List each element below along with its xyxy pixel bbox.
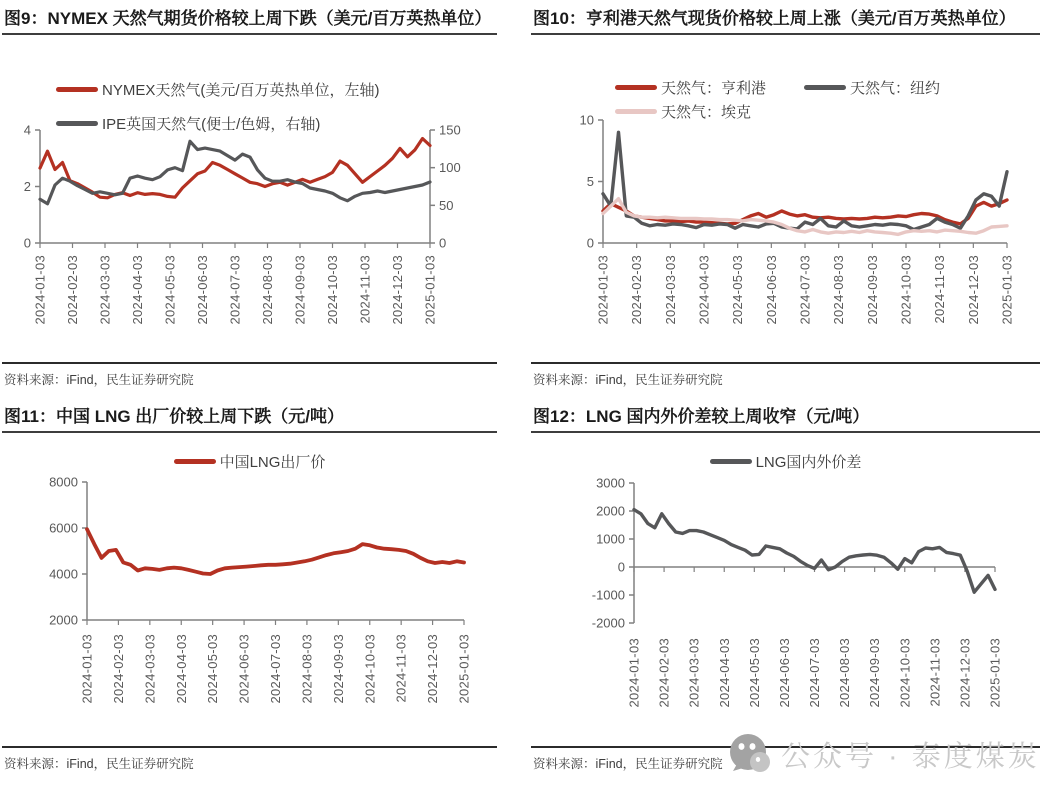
svg-text:2024-01-03: 2024-01-03 (626, 638, 642, 708)
svg-text:2024-02-03: 2024-02-03 (629, 255, 645, 325)
legend-series-label: 中国LNG出厂价 (219, 453, 326, 471)
line-chart-canvas (2, 468, 497, 744)
legend-item (56, 78, 380, 100)
source-note: 资料来源：iFind，民生证券研究院 (2, 362, 497, 388)
legend-line-swatch (710, 459, 752, 464)
svg-text:2024-07-03: 2024-07-03 (797, 255, 813, 325)
svg-text:2024-08-03: 2024-08-03 (299, 634, 315, 704)
svg-text:2024-02-03: 2024-02-03 (65, 255, 80, 325)
legend-line-swatch (615, 85, 657, 90)
legend-line-swatch (56, 87, 98, 92)
legend-item (804, 76, 940, 98)
chart-legend (2, 450, 497, 472)
svg-text:4000: 4000 (49, 566, 78, 582)
legend-series-label: 天然气：纽约 (850, 79, 941, 97)
svg-text:2024-09-03: 2024-09-03 (330, 634, 346, 704)
svg-text:2024-09-03: 2024-09-03 (864, 255, 880, 325)
svg-text:2024-01-03: 2024-01-03 (32, 255, 48, 325)
svg-text:2025-01-03: 2025-01-03 (456, 634, 472, 704)
svg-text:3000: 3000 (596, 475, 625, 491)
svg-text:2024-09-03: 2024-09-03 (867, 638, 883, 708)
figure-title: 图11：中国 LNG 出厂价较上周下跌（元/吨） (2, 404, 497, 433)
svg-text:0: 0 (617, 559, 625, 575)
svg-text:2024-07-03: 2024-07-03 (268, 634, 283, 704)
svg-text:2024-06-03: 2024-06-03 (236, 634, 252, 704)
svg-text:2024-05-03: 2024-05-03 (746, 638, 762, 708)
source-note: 资料来源：iFind，民生证券研究院 (2, 746, 497, 772)
svg-text:0: 0 (23, 235, 31, 251)
svg-text:1000: 1000 (596, 531, 625, 547)
legend-row (56, 78, 380, 100)
legend-item (56, 112, 320, 134)
svg-text:2024-06-03: 2024-06-03 (776, 638, 792, 708)
legend-series-label: IPE英国天然气(便士/色姆，右轴) (102, 115, 321, 133)
svg-text:50: 50 (439, 197, 454, 213)
svg-text:2024-09-03: 2024-09-03 (292, 255, 308, 325)
figure-title: 图12：LNG 国内外价差较上周收窄（元/吨） (531, 404, 1040, 433)
svg-text:2000: 2000 (49, 612, 78, 628)
svg-text:100: 100 (439, 160, 461, 176)
legend-line-swatch (56, 121, 98, 126)
figure-10-henry-hub-spot (531, 6, 1040, 398)
svg-text:2024-05-03: 2024-05-03 (205, 634, 221, 704)
chart-legend (56, 78, 380, 134)
legend-item (615, 100, 751, 122)
svg-text:2024-02-03: 2024-02-03 (656, 638, 672, 708)
svg-text:2024-04-03: 2024-04-03 (130, 255, 145, 325)
legend-series-label: 天然气：亨利港 (661, 79, 767, 97)
svg-text:2024-03-03: 2024-03-03 (686, 638, 702, 708)
svg-text:2024-08-03: 2024-08-03 (260, 255, 275, 325)
svg-text:2024-12-03: 2024-12-03 (957, 638, 973, 708)
chart-legend (531, 450, 1040, 472)
legend-row (615, 100, 940, 122)
source-note: 资料来源：iFind，民生证券研究院 (531, 362, 1040, 388)
legend-series-label: NYMEX天然气(美元/百万英热单位，左轴) (102, 81, 380, 99)
svg-text:0: 0 (586, 235, 594, 251)
line-chart-canvas (2, 120, 497, 356)
legend-row (2, 450, 497, 472)
legend-item (174, 450, 326, 472)
svg-text:2024-05-03: 2024-05-03 (730, 255, 746, 325)
svg-text:2025-01-03: 2025-01-03 (987, 638, 1003, 708)
svg-text:2024-03-03: 2024-03-03 (97, 255, 113, 325)
source-note: 资料来源：iFind，民生证券研究院 (531, 746, 1040, 772)
legend-line-swatch (615, 109, 657, 114)
legend-item (615, 76, 766, 98)
svg-text:2024-10-03: 2024-10-03 (897, 638, 913, 708)
svg-text:0: 0 (439, 235, 447, 251)
figure-title: 图9：NYMEX 天然气期货价格较上周下跌（美元/百万英热单位） (2, 6, 497, 35)
svg-text:4: 4 (23, 122, 31, 138)
svg-text:2024-10-03: 2024-10-03 (362, 634, 378, 704)
svg-text:2024-04-03: 2024-04-03 (173, 634, 189, 704)
svg-text:150: 150 (439, 122, 461, 138)
figure-9-nymex-futures (2, 6, 497, 398)
svg-text:2024-07-03: 2024-07-03 (227, 255, 243, 325)
svg-text:2000: 2000 (596, 503, 625, 519)
line-chart-canvas (531, 112, 1040, 352)
svg-text:2024-03-03: 2024-03-03 (142, 634, 158, 704)
line-chart-canvas (531, 468, 1040, 744)
svg-text:-1000: -1000 (591, 587, 625, 603)
svg-text:5: 5 (586, 174, 594, 189)
svg-text:2024-04-03: 2024-04-03 (696, 255, 712, 325)
svg-text:2024-10-03: 2024-10-03 (898, 255, 914, 325)
svg-text:2024-08-03: 2024-08-03 (831, 255, 847, 325)
legend-series-label: 天然气：埃克 (661, 103, 752, 121)
legend-line-swatch (804, 85, 846, 90)
svg-text:2024-03-03: 2024-03-03 (662, 255, 678, 325)
wechat-official-account-icon (727, 731, 773, 777)
svg-text:2024-11-03: 2024-11-03 (932, 255, 948, 324)
svg-text:2024-01-03: 2024-01-03 (79, 634, 95, 704)
legend-row (615, 76, 940, 98)
chart-legend (615, 76, 940, 122)
figure-title: 图10：亨利港天然气现货价格较上周上涨（美元/百万英热单位） (531, 6, 1040, 35)
svg-text:2024-12-03: 2024-12-03 (425, 634, 441, 704)
svg-text:2024-11-03: 2024-11-03 (927, 638, 943, 707)
svg-text:2024-06-03: 2024-06-03 (195, 255, 210, 325)
svg-text:2024-08-03: 2024-08-03 (837, 638, 853, 708)
svg-text:6000: 6000 (49, 520, 78, 536)
svg-text:2024-05-03: 2024-05-03 (162, 255, 178, 325)
legend-row (531, 450, 1040, 472)
legend-row (56, 112, 380, 134)
svg-text:2: 2 (23, 179, 31, 194)
svg-text:8000: 8000 (49, 474, 78, 490)
svg-text:2024-04-03: 2024-04-03 (716, 638, 732, 708)
svg-text:10: 10 (579, 112, 594, 128)
svg-text:2024-11-03: 2024-11-03 (357, 255, 373, 324)
svg-text:2024-01-03: 2024-01-03 (595, 255, 611, 325)
svg-text:2024-12-03: 2024-12-03 (390, 255, 405, 325)
legend-line-swatch (174, 459, 216, 464)
legend-item (710, 450, 862, 472)
watermark-text: 公众号 · 泰度煤炭 (781, 740, 1040, 773)
legend-series-label: LNG国内外价差 (755, 453, 862, 471)
svg-text:2024-12-03: 2024-12-03 (965, 255, 981, 325)
svg-text:2025-01-03: 2025-01-03 (422, 255, 438, 325)
figure-11-china-lng-price (2, 404, 497, 788)
svg-text:2024-07-03: 2024-07-03 (807, 638, 822, 708)
svg-text:2025-01-03: 2025-01-03 (999, 255, 1015, 325)
svg-text:2024-11-03: 2024-11-03 (393, 634, 409, 703)
watermark (727, 731, 1040, 777)
svg-text:2024-06-03: 2024-06-03 (763, 255, 779, 325)
svg-text:2024-02-03: 2024-02-03 (110, 634, 126, 704)
svg-text:2024-10-03: 2024-10-03 (325, 255, 340, 325)
svg-text:-2000: -2000 (591, 615, 625, 631)
